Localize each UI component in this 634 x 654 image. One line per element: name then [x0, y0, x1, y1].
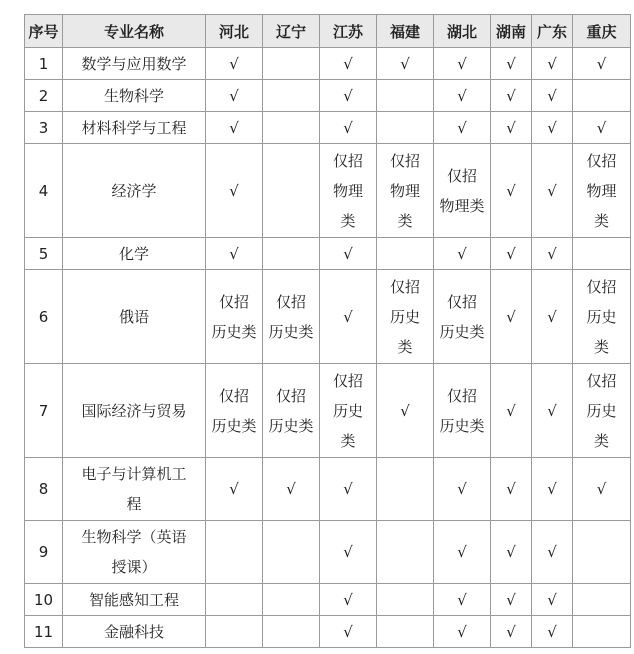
- province-cell: [377, 112, 434, 144]
- province-cell-text: √: [547, 86, 557, 105]
- province-cell-text: √: [343, 622, 353, 641]
- province-cell: [320, 48, 377, 80]
- province-cell: [206, 521, 263, 584]
- province-cell: [263, 364, 320, 458]
- province-cell-text: 仅招 历史 类: [389, 277, 420, 356]
- row-number-cell-text: 10: [33, 590, 54, 609]
- province-cell: [573, 238, 631, 270]
- province-cell-text: √: [547, 622, 557, 641]
- row-number-cell: [25, 521, 63, 584]
- province-cell-text: √: [457, 480, 467, 498]
- province-cell: [377, 270, 434, 364]
- province-cell: [573, 584, 631, 616]
- province-cell-text: 仅招 历史 类: [586, 277, 617, 356]
- major-name-cell: [63, 616, 206, 648]
- row-number-cell-text: 1: [38, 54, 49, 73]
- table-row: [25, 80, 631, 112]
- province-cell: [263, 238, 320, 270]
- row-number-cell: [25, 584, 63, 616]
- province-cell: [377, 458, 434, 521]
- province-cell-text: √: [457, 54, 467, 73]
- major-name-cell: [63, 521, 206, 584]
- province-cell-text: 仅招 历史类: [268, 386, 314, 435]
- province-cell: [491, 584, 532, 616]
- row-number-cell: [25, 364, 63, 458]
- province-cell-text: √: [343, 244, 353, 263]
- province-cell-text: √: [506, 54, 516, 73]
- province-cell: [532, 80, 573, 112]
- major-name-cell: [63, 364, 206, 458]
- province-cell: [263, 144, 320, 238]
- province-cell: [377, 80, 434, 112]
- major-name-cell: [63, 458, 206, 521]
- province-cell-text: √: [343, 118, 353, 137]
- province-cell: [573, 270, 631, 364]
- row-number-cell: [25, 458, 63, 521]
- major-name-cell-text: 生物科学（英语 授课）: [81, 528, 187, 576]
- province-cell: [532, 112, 573, 144]
- province-cell: [532, 238, 573, 270]
- province-cell-text: √: [457, 86, 467, 105]
- province-cell: [206, 616, 263, 648]
- major-name-cell-text: 经济学: [111, 181, 157, 200]
- province-cell-text: √: [229, 54, 239, 73]
- province-cell: [320, 584, 377, 616]
- row-number-cell: [25, 144, 63, 238]
- province-cell-text: √: [506, 244, 516, 263]
- major-name-cell-text: 金融科技: [103, 622, 164, 641]
- province-cell-text: √: [547, 54, 557, 73]
- province-cell-text: √: [547, 307, 557, 326]
- province-cell: [263, 458, 320, 521]
- province-cell: [377, 48, 434, 80]
- province-cell: [320, 521, 377, 584]
- province-cell-text: √: [343, 590, 353, 609]
- table-row: [25, 521, 631, 584]
- province-cell-text: √: [596, 118, 607, 137]
- province-cell: [263, 616, 320, 648]
- province-cell: [434, 48, 491, 80]
- province-cell: [320, 616, 377, 648]
- province-cell-text: √: [400, 54, 410, 73]
- province-cell-text: √: [457, 543, 467, 561]
- province-cell: [377, 521, 434, 584]
- province-cell-text: √: [229, 244, 239, 263]
- major-name-cell-text: 俄语: [118, 307, 149, 326]
- province-cell: [491, 521, 532, 584]
- province-cell: [532, 616, 573, 648]
- province-cell-text: √: [229, 118, 239, 137]
- province-cell: [434, 616, 491, 648]
- province-cell-text: √: [596, 480, 607, 498]
- header-cell: 序号: [25, 15, 63, 48]
- province-cell-text: 仅招 历史类: [211, 292, 257, 341]
- province-cell: [377, 616, 434, 648]
- province-cell-text: √: [506, 480, 516, 498]
- major-name-cell: [63, 80, 206, 112]
- province-cell: [532, 270, 573, 364]
- province-cell-text: 仅招 历史类: [439, 292, 485, 341]
- row-number-cell-text: 5: [38, 244, 49, 263]
- table-body: [25, 48, 631, 648]
- province-cell-text: √: [547, 543, 557, 561]
- province-cell-text: √: [457, 244, 467, 263]
- province-cell-text: √: [229, 181, 239, 200]
- province-cell-text: 仅招 物理 类: [389, 151, 420, 230]
- province-cell-text: √: [343, 54, 353, 73]
- major-name-cell: [63, 48, 206, 80]
- province-cell: [206, 364, 263, 458]
- province-cell: [263, 584, 320, 616]
- province-cell: [573, 521, 631, 584]
- province-cell: [491, 270, 532, 364]
- table-row: [25, 48, 631, 80]
- province-cell-text: √: [229, 86, 239, 105]
- major-name-cell-text: 智能感知工程: [88, 590, 179, 609]
- province-cell-text: √: [506, 86, 516, 105]
- province-cell-text: 仅招 历史类: [268, 292, 314, 341]
- province-cell: [434, 80, 491, 112]
- province-cell: [377, 584, 434, 616]
- major-name-cell-text: 国际经济与贸易: [81, 401, 187, 420]
- header-cell: 湖南: [491, 15, 532, 48]
- province-cell: [263, 80, 320, 112]
- row-number-cell: [25, 112, 63, 144]
- table-row: [25, 584, 631, 616]
- major-name-cell: [63, 238, 206, 270]
- province-cell: [320, 112, 377, 144]
- province-cell: [434, 112, 491, 144]
- province-cell: [434, 364, 491, 458]
- province-cell: [532, 458, 573, 521]
- province-cell-text: √: [506, 181, 516, 200]
- province-cell-text: √: [457, 622, 467, 641]
- province-cell: [263, 521, 320, 584]
- major-name-cell-text: 生物科学: [103, 86, 164, 105]
- major-name-cell: [63, 144, 206, 238]
- province-cell: [434, 238, 491, 270]
- header-cell: 辽宁: [263, 15, 320, 48]
- province-cell: [377, 238, 434, 270]
- province-cell: [320, 270, 377, 364]
- row-number-cell-text: 9: [38, 543, 49, 561]
- province-cell: [206, 48, 263, 80]
- province-cell-text: √: [547, 590, 557, 609]
- province-cell: [263, 270, 320, 364]
- province-cell: [491, 616, 532, 648]
- province-cell-text: √: [457, 118, 467, 137]
- province-cell-text: 仅招 物理类: [439, 166, 485, 215]
- province-cell: [320, 364, 377, 458]
- table-row: [25, 616, 631, 648]
- major-name-cell-text: 材料科学与工程: [81, 118, 187, 137]
- table-row: [25, 364, 631, 458]
- header-cell: 湖北: [434, 15, 491, 48]
- row-number-cell: [25, 48, 63, 80]
- major-name-cell: [63, 112, 206, 144]
- province-cell: [320, 144, 377, 238]
- table-row: [25, 112, 631, 144]
- table-row: [25, 458, 631, 521]
- province-cell: [320, 80, 377, 112]
- province-cell: [434, 270, 491, 364]
- province-cell-text: √: [343, 543, 353, 561]
- table-row: [25, 238, 631, 270]
- province-cell: [263, 48, 320, 80]
- province-cell: [573, 48, 631, 80]
- row-number-cell-text: 6: [38, 307, 49, 326]
- province-cell-text: √: [506, 118, 516, 137]
- province-cell: [377, 364, 434, 458]
- row-number-cell-text: 2: [38, 86, 49, 105]
- row-number-cell-text: 11: [33, 622, 54, 641]
- row-number-cell-text: 7: [38, 401, 49, 420]
- header-cell: 福建: [377, 15, 434, 48]
- province-cell: [573, 458, 631, 521]
- major-name-cell-text: 数学与应用数学: [81, 54, 187, 73]
- province-cell: [206, 112, 263, 144]
- province-cell-text: √: [400, 401, 410, 420]
- province-cell: [434, 458, 491, 521]
- province-cell: [491, 48, 532, 80]
- province-cell-text: √: [547, 401, 557, 420]
- province-cell: [573, 112, 631, 144]
- major-name-cell-text: 化学: [118, 244, 149, 263]
- province-cell-text: √: [457, 590, 467, 609]
- province-cell: [434, 144, 491, 238]
- province-cell: [532, 521, 573, 584]
- header-cell: 广东: [532, 15, 573, 48]
- row-number-cell: [25, 80, 63, 112]
- major-enrollment-table: [24, 14, 631, 648]
- province-cell: [532, 48, 573, 80]
- province-cell-text: 仅招 物理 类: [586, 151, 617, 230]
- province-cell-text: 仅招 历史 类: [332, 371, 363, 450]
- province-cell: [434, 521, 491, 584]
- province-cell: [206, 270, 263, 364]
- row-number-cell-text: 8: [38, 480, 49, 498]
- province-cell: [206, 238, 263, 270]
- province-cell: [532, 144, 573, 238]
- row-number-cell: [25, 616, 63, 648]
- province-cell-text: 仅招 物理 类: [332, 151, 363, 230]
- province-cell: [206, 144, 263, 238]
- major-name-cell: [63, 584, 206, 616]
- province-cell-text: √: [547, 118, 557, 137]
- province-cell-text: √: [343, 307, 353, 326]
- province-cell: [377, 144, 434, 238]
- province-cell-text: √: [343, 86, 353, 105]
- province-cell-text: √: [506, 622, 516, 641]
- province-cell-text: √: [286, 480, 296, 498]
- province-cell-text: √: [506, 543, 516, 561]
- major-name-cell-text: 电子与计算机工 程: [81, 465, 187, 513]
- province-cell: [491, 112, 532, 144]
- header-cell: 重庆: [573, 15, 631, 48]
- table-row: [25, 270, 631, 364]
- row-number-cell: [25, 238, 63, 270]
- header-cell: 江苏: [320, 15, 377, 48]
- province-cell-text: √: [547, 181, 557, 200]
- province-cell: [491, 238, 532, 270]
- province-cell: [532, 364, 573, 458]
- row-number-cell-text: 3: [38, 118, 49, 137]
- province-cell: [320, 238, 377, 270]
- table-row: [25, 144, 631, 238]
- province-cell-text: √: [547, 480, 557, 498]
- province-cell-text: 仅招 历史类: [439, 386, 485, 435]
- province-cell-text: √: [547, 244, 557, 263]
- province-cell-text: √: [506, 590, 516, 609]
- province-cell: [206, 80, 263, 112]
- province-cell: [491, 80, 532, 112]
- major-name-cell: [63, 270, 206, 364]
- province-cell: [263, 112, 320, 144]
- province-cell-text: √: [343, 480, 353, 498]
- province-cell: [573, 80, 631, 112]
- province-cell: [491, 364, 532, 458]
- header-cell: 专业名称: [63, 15, 206, 48]
- province-cell: [573, 364, 631, 458]
- province-cell: [434, 584, 491, 616]
- header-cell: 河北: [206, 15, 263, 48]
- province-cell-text: √: [506, 307, 516, 326]
- province-cell: [532, 584, 573, 616]
- province-cell: [491, 458, 532, 521]
- row-number-cell-text: 4: [38, 181, 49, 200]
- province-cell-text: √: [506, 401, 516, 420]
- province-cell: [320, 458, 377, 521]
- province-cell-text: √: [596, 54, 607, 73]
- province-cell: [573, 144, 631, 238]
- header-row: [25, 15, 631, 48]
- province-cell: [206, 584, 263, 616]
- province-cell: [206, 458, 263, 521]
- province-cell-text: √: [229, 480, 239, 498]
- province-cell: [573, 616, 631, 648]
- province-cell-text: 仅招 历史类: [211, 386, 257, 435]
- province-cell: [491, 144, 532, 238]
- row-number-cell: [25, 270, 63, 364]
- province-cell-text: 仅招 历史 类: [586, 371, 617, 450]
